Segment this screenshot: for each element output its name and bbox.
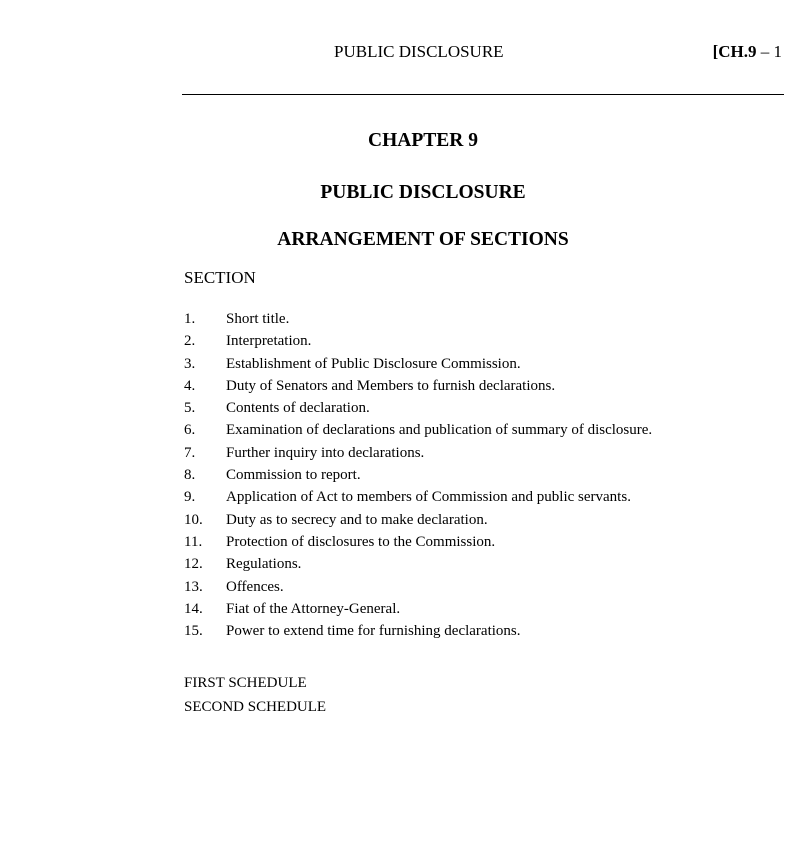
section-title: Commission to report. [226, 467, 361, 484]
header-divider [182, 94, 784, 95]
section-column-label: SECTION [184, 268, 256, 287]
section-entry [184, 464, 652, 486]
section-title: Power to extend time for furnishing declarations. [226, 623, 521, 640]
section-entry [184, 442, 652, 464]
section-number: 5. [184, 400, 196, 417]
running-header [0, 42, 808, 64]
section-entry [184, 419, 652, 441]
section-title: Establishment of Public Disclosure Commission. [226, 355, 521, 372]
section-title: Contents of declaration. [226, 400, 370, 417]
section-entry [184, 598, 652, 620]
section-entry [184, 509, 652, 531]
arrangement-heading: ARRANGEMENT OF SECTIONS [277, 229, 569, 250]
section-number: 9. [184, 489, 196, 506]
section-number: 2. [184, 333, 196, 350]
section-title: Short title. [226, 311, 290, 327]
act-title: PUBLIC DISCLOSURE [320, 182, 526, 203]
section-number: 12. [184, 556, 203, 573]
page-number: – 1 [756, 42, 782, 61]
section-entry [184, 531, 652, 553]
section-title: Fiat of the Attorney-General. [226, 600, 401, 617]
section-number: 7. [184, 444, 196, 461]
section-title: Protection of disclosures to the Commission. [226, 533, 496, 550]
section-entry [184, 353, 652, 375]
section-entry [184, 553, 652, 575]
section-title: Examination of declarations and publication of summary of disclosure. [226, 422, 653, 439]
section-entry [184, 576, 652, 598]
section-number: 14. [184, 600, 203, 617]
section-number: 6. [184, 422, 196, 439]
section-number: 10. [184, 511, 203, 528]
chapter-heading: CHAPTER 9 [368, 130, 478, 151]
section-number: 1. [184, 311, 196, 327]
schedule-entry: FIRST SCHEDULE [184, 675, 307, 691]
section-entry [184, 486, 652, 508]
section-title: Application of Act to members of Commission and public servants. [226, 489, 631, 506]
section-number: 3. [184, 355, 196, 372]
chapter-page-reference [713, 42, 782, 62]
section-number: 15. [184, 623, 203, 640]
section-title: Offences. [226, 578, 284, 595]
section-entry [184, 397, 652, 419]
section-number: 4. [184, 377, 196, 394]
section-number: 11. [184, 533, 203, 550]
section-title: Duty of Senators and Members to furnish declarations. [226, 377, 556, 394]
section-title: Further inquiry into declarations. [226, 444, 425, 461]
section-entry [184, 620, 652, 642]
section-number: 8. [184, 467, 196, 484]
sections-list [184, 308, 652, 642]
section-entry [184, 330, 652, 352]
section-entry [184, 375, 652, 397]
section-number: 13. [184, 578, 203, 595]
chapter-reference: [CH.9 [712, 42, 757, 61]
section-title: Duty as to secrecy and to make declaration. [226, 511, 488, 528]
schedule-entry: SECOND SCHEDULE [184, 699, 327, 715]
section-title: Interpretation. [226, 333, 312, 350]
schedules-list [184, 671, 326, 719]
section-title: Regulations. [226, 556, 302, 573]
section-entry [184, 308, 652, 330]
running-title: PUBLIC DISCLOSURE [334, 42, 504, 61]
